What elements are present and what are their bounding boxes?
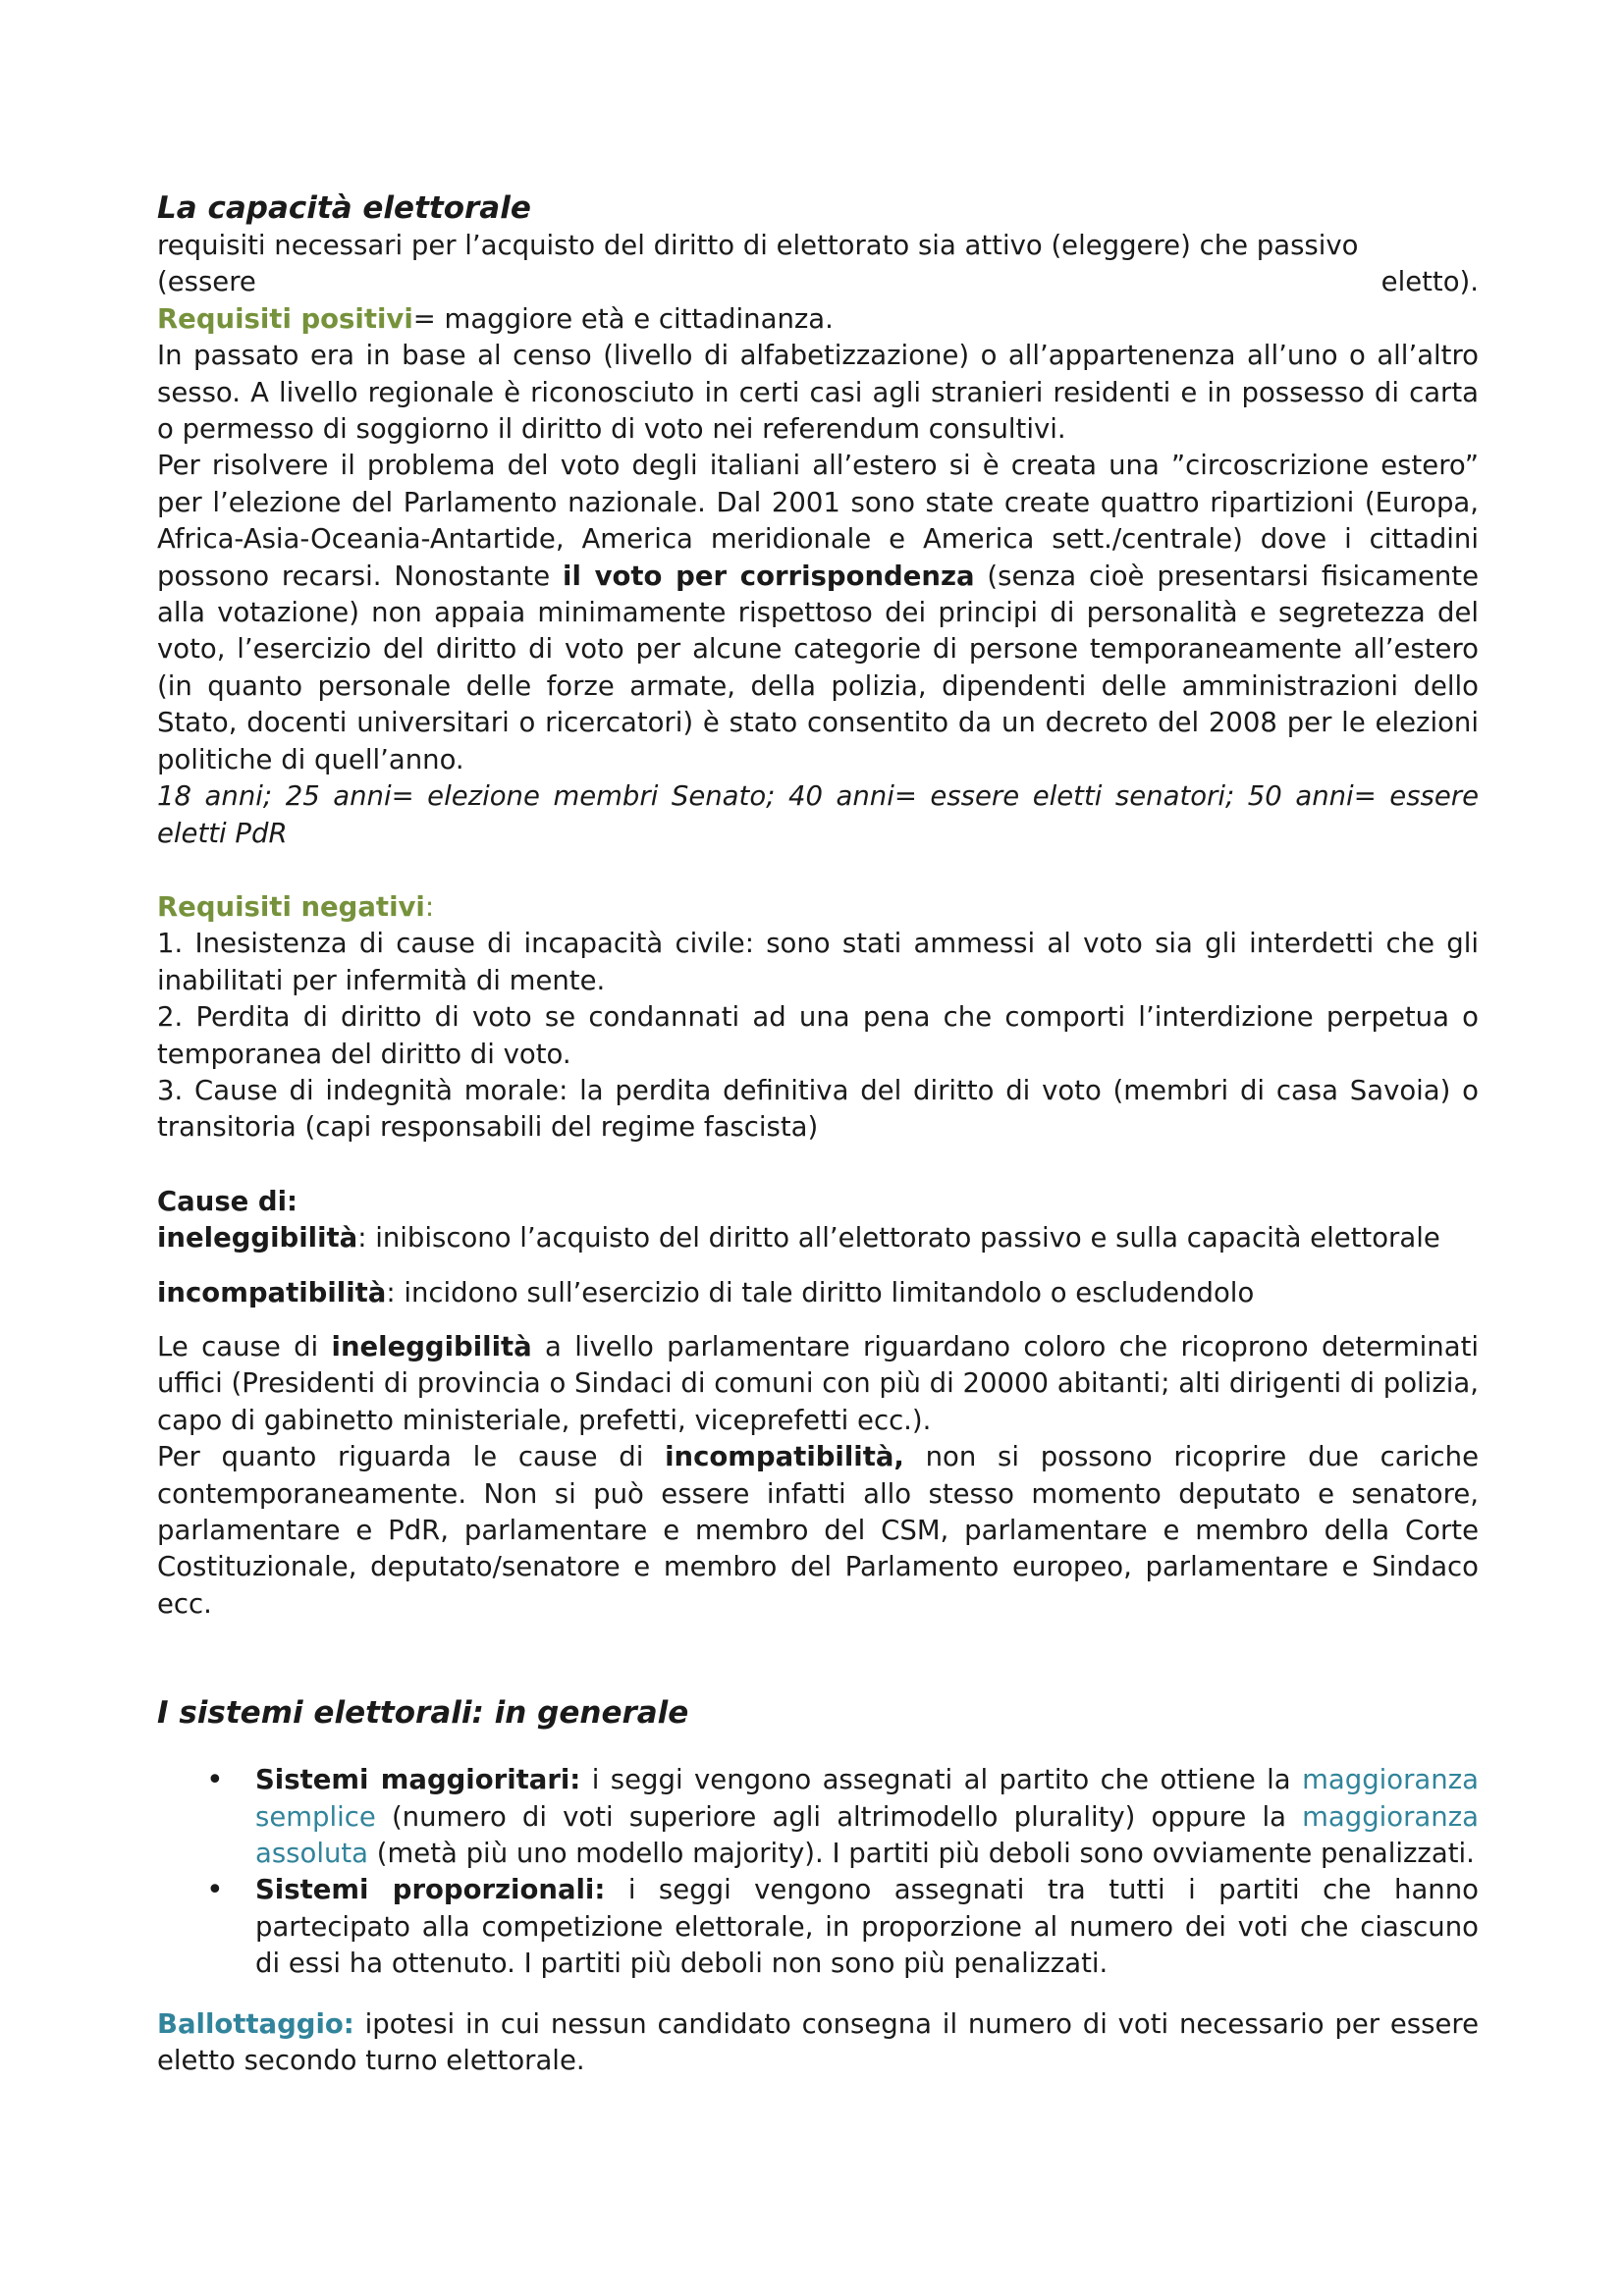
cause-di-label: Cause di: xyxy=(157,1185,298,1217)
neg-item: 2. Perdita di diritto di voto se condannati ad una pena che comporti l’interdizione perpetua o temporanea del diritto di voto. xyxy=(157,1001,1479,1070)
maggioranza-assoluta-term: maggioranza assoluta xyxy=(255,1800,1479,1870)
magg-text-b: (numero di voti superiore agli altrimodello plurality) oppure la xyxy=(375,1800,1303,1833)
bullet-icon: • xyxy=(206,1763,224,1798)
passato-paragraph: In passato era in base al censo (livello di alfabetizzazione) o all’appartenenza all’uno o all’altro sesso. A livello regionale è riconosciuto in certi casi agli stranieri residenti e in possesso di carta o permesso di soggiorno il diritto di voto nei referendum consultivi. xyxy=(157,340,1479,446)
document-body xyxy=(157,188,1479,2079)
requisiti-positivi-paragraph xyxy=(157,301,1479,338)
sistemi-list xyxy=(157,1762,1479,1982)
estero-text-a: Per risolvere il problema del voto degli italiani all’estero si è creata una ”circoscrizione estero” per l’elezione del Parlamento nazionale. Dal 2001 sono state create quattro ripartizioni (Europa, Africa-Asia-Oceania-Antartide, America meridionale e America sett./centrale) dove i cittadini possono recarsi. Nonostante xyxy=(157,450,1479,592)
requisiti-negativi-label: Requisiti negativi xyxy=(157,890,425,923)
magg-text-c: (metà più uno modello majority). I partiti più deboli sono ovviamente penalizzati. xyxy=(368,1838,1475,1870)
list-item-maggioritari xyxy=(157,1762,1479,1872)
intro-left: (essere xyxy=(157,266,256,298)
cause-di-heading xyxy=(157,1184,1479,1220)
requisiti-positivi-text: = maggiore età e cittadinanza. xyxy=(412,302,834,335)
ballottaggio-label: Ballottaggio: xyxy=(157,2007,354,2040)
incompatibilita-text: : incidono sull’esercizio di tale diritto limitandolo o escludendolo xyxy=(386,1276,1255,1308)
incompatibilita-label: incompatibilità xyxy=(157,1276,387,1308)
ineleggibilita-text: : inibiscono l’acquisto del diritto all’elettorato passivo e sulla capacità elettorale xyxy=(357,1222,1440,1255)
ineleg-para-b: a livello parlamentare riguardano coloro che ricoprono determinati uffici (Presidenti di provincia o Sindaci di comuni con più di 20000 abitanti; alti dirigenti di polizia, capo di gabinetto ministeriale, prefetti, viceprefetti ecc.). xyxy=(157,1330,1479,1436)
magg-text-a: i seggi vengono assegnati al partito che ottiene la xyxy=(580,1764,1303,1796)
incomp-para-b: non si possono ricoprire due cariche contemporaneamente. Non si può essere infatti allo stesso momento deputato e senatore, parlamentare e PdR, parlamentare e membro del CSM, parlamentare e membro della Corte Costituzionale, deputato/senatore e membro del Parlamento europeo, parlamentare e Sindaco ecc. xyxy=(157,1441,1479,1620)
ineleg-para-a: Le cause di xyxy=(157,1330,332,1362)
maggioritari-label: Sistemi maggioritari: xyxy=(255,1764,581,1796)
heading-capacita-elettorale: La capacità elettorale xyxy=(157,190,531,226)
ballottaggio-paragraph xyxy=(157,2006,1479,2080)
prop-text: i seggi vengono assegnati tra tutti i partiti che hanno partecipato alla competizione elettorale, in proporzione al numero dei voti che ciascuno di essi ha ottenuto. I partiti più deboli non sono più penalizzati. xyxy=(255,1874,1479,1980)
heading-sistemi-elettorali: I sistemi elettorali: in generale xyxy=(157,1695,689,1732)
requisiti-negativi-colon: : xyxy=(424,890,435,923)
neg-item: 3. Cause di indegnità morale: la perdita definitiva del diritto di voto (membri di casa Savoia) o transitoria (capi responsabili del regime fascista) xyxy=(157,1074,1479,1144)
voto-corrispondenza-bold: il voto per corrispondenza xyxy=(563,560,975,592)
bullet-icon: • xyxy=(206,1873,224,1908)
proporzionali-label: Sistemi proporzionali: xyxy=(255,1874,606,1906)
estero-paragraph xyxy=(157,448,1479,778)
requisiti-positivi-label: Requisiti positivi xyxy=(157,302,413,335)
list-item-proporzionali xyxy=(157,1872,1479,1982)
incomp-para-a: Per quanto riguarda le cause di xyxy=(157,1441,666,1473)
incompatibilita-paragraph xyxy=(157,1439,1479,1623)
intro-right: eletto). xyxy=(1380,266,1479,298)
requisiti-negativi-heading xyxy=(157,889,1479,926)
ineleggibilita-paragraph xyxy=(157,1329,1479,1439)
estero-text-b: (senza cioè presentarsi fisicamente alla votazione) non appaia minimamente rispettoso dei principi di personalità e segretezza del voto, l’esercizio del diritto di voto per alcune categorie di persone temporaneamente all’estero (in quanto personale delle forze armate, della polizia, dipendenti delle amministrazioni dello Stato, docenti universitari o ricercatori) è stato consentito da un decreto del 2008 per le elezioni politiche di quell’anno. xyxy=(157,560,1479,775)
maggioranza-semplice-term: maggioranza semplice xyxy=(255,1764,1479,1833)
incomp-para-bold: incompatibilità, xyxy=(665,1441,904,1473)
eta-italic-text: 18 anni; 25 anni= elezione membri Senato; 40 anni= essere eletti senatori; 50 anni= essere eletti PdR xyxy=(157,780,1479,849)
incompatibilita-definition xyxy=(157,1275,1479,1311)
intro-paragraph: requisiti necessari per l’acquisto del diritto di elettorato sia attivo (eleggere) che passivo xyxy=(157,230,1359,261)
intro-justified-line xyxy=(157,264,1479,300)
eta-paragraph xyxy=(157,778,1479,852)
ineleg-para-bold: ineleggibilità xyxy=(331,1330,532,1362)
ineleggibilita-label: ineleggibilità xyxy=(157,1222,358,1255)
neg-item: 1. Inesistenza di cause di incapacità civile: sono stati ammessi al voto sia gli interdetti che gli inabilitati per infermità di mente. xyxy=(157,928,1479,996)
ineleggibilita-definition xyxy=(157,1220,1479,1256)
ballottaggio-text: ipotesi in cui nessun candidato consegna il numero di voti necessario per essere eletto secondo turno elettorale. xyxy=(157,2007,1479,2077)
